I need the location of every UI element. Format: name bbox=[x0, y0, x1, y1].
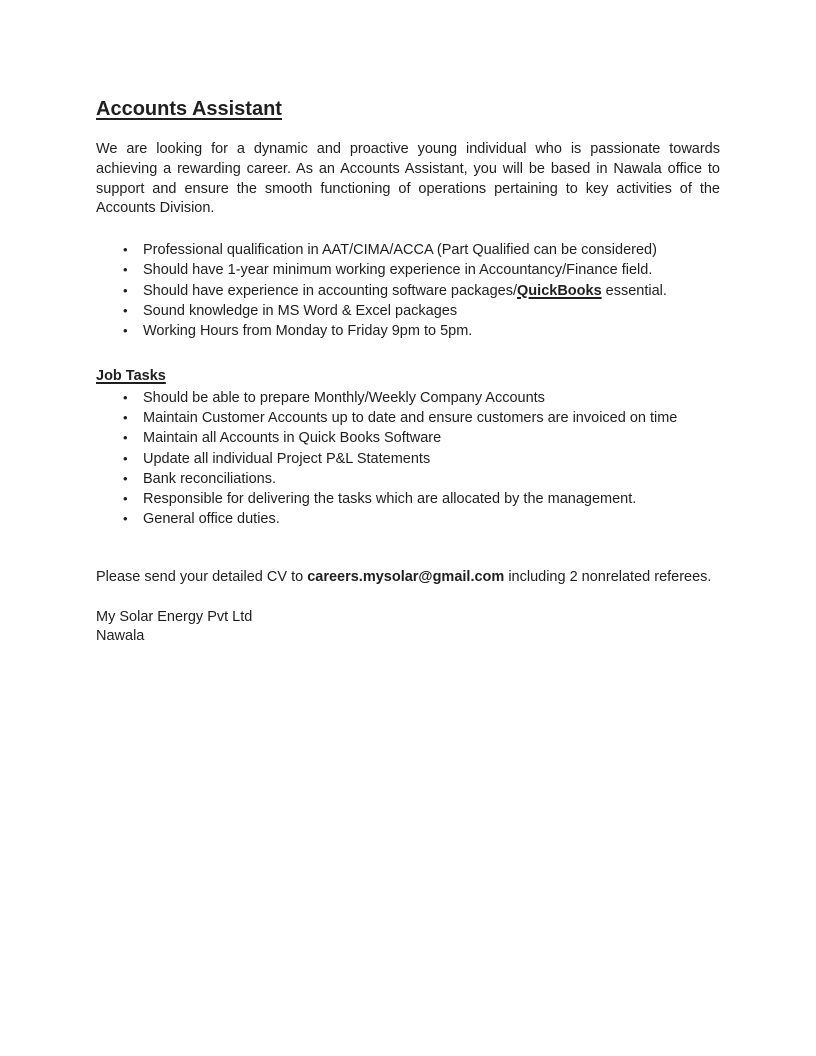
list-item bbox=[96, 240, 720, 260]
bullet-icon: • bbox=[123, 450, 128, 466]
list-item bbox=[96, 260, 720, 280]
list-item-text-post: essential. bbox=[601, 282, 667, 299]
requirements-list bbox=[96, 240, 720, 341]
list-item-text: General office duties. bbox=[143, 511, 280, 528]
list-item-text-pre: Should have experience in accounting software packages/ bbox=[143, 282, 518, 299]
document-content bbox=[96, 96, 720, 646]
contact-paragraph bbox=[96, 568, 720, 588]
list-item bbox=[96, 489, 720, 509]
list-item-text bbox=[143, 281, 720, 301]
list-item bbox=[96, 281, 720, 301]
company-name: My Solar Energy Pvt Ltd bbox=[96, 608, 253, 625]
bullet-icon: • bbox=[123, 470, 128, 486]
company-location: Nawala bbox=[96, 627, 145, 644]
list-item bbox=[96, 408, 720, 428]
list-item bbox=[96, 449, 720, 469]
list-item bbox=[96, 301, 720, 321]
bullet-icon: • bbox=[123, 511, 128, 527]
bullet-icon: • bbox=[123, 323, 128, 339]
list-item-text: Update all individual Project P&L Statements bbox=[143, 450, 431, 467]
document-title: Accounts Assistant bbox=[96, 98, 282, 120]
list-item bbox=[96, 509, 720, 529]
bullet-icon: • bbox=[123, 409, 128, 425]
list-item-text: Responsible for delivering the tasks which are allocated by the management. bbox=[143, 491, 637, 508]
bullet-icon: • bbox=[123, 389, 128, 405]
bullet-icon: • bbox=[123, 242, 128, 258]
list-item-text: Should be able to prepare Monthly/Weekly Company Accounts bbox=[143, 389, 545, 406]
list-item bbox=[96, 469, 720, 489]
company-block bbox=[96, 608, 720, 647]
contact-text-post: including 2 nonrelated referees. bbox=[504, 568, 712, 585]
list-item-text: Should have 1-year minimum working experience in Accountancy/Finance field. bbox=[143, 262, 653, 279]
list-item bbox=[96, 428, 720, 448]
intro-paragraph: We are looking for a dynamic and proactive young individual who is passionate towards achieving a rewarding career. As an Accounts Assistant, you will be based in Nawala office to support and ensure the smooth functioning of operations pertaining to key activities of the Accounts Division. bbox=[96, 141, 720, 217]
bullet-icon: • bbox=[123, 303, 128, 319]
job-tasks-list bbox=[96, 388, 720, 530]
list-item-text: Sound knowledge in MS Word & Excel packages bbox=[143, 303, 458, 320]
list-item-text: Maintain Customer Accounts up to date and ensure customers are invoiced on time bbox=[143, 409, 678, 426]
bullet-icon: • bbox=[123, 262, 128, 278]
list-item-text: Maintain all Accounts in Quick Books Software bbox=[143, 430, 442, 447]
bullet-icon: • bbox=[123, 282, 128, 298]
contact-email: careers.mysolar@gmail.com bbox=[307, 568, 505, 585]
contact-text-pre: Please send your detailed CV to bbox=[96, 568, 308, 585]
list-item bbox=[96, 321, 720, 341]
list-item-text: Working Hours from Monday to Friday 9pm to 5pm. bbox=[143, 323, 473, 340]
list-item-text: Professional qualification in AAT/CIMA/ACCA (Part Qualified can be considered) bbox=[143, 242, 657, 259]
bullet-icon: • bbox=[123, 491, 128, 507]
list-item bbox=[96, 388, 720, 408]
list-item-text: Bank reconciliations. bbox=[143, 470, 276, 487]
quickbooks-highlight: QuickBooks bbox=[517, 282, 602, 299]
job-tasks-heading: Job Tasks bbox=[96, 367, 166, 384]
bullet-icon: • bbox=[123, 430, 128, 446]
